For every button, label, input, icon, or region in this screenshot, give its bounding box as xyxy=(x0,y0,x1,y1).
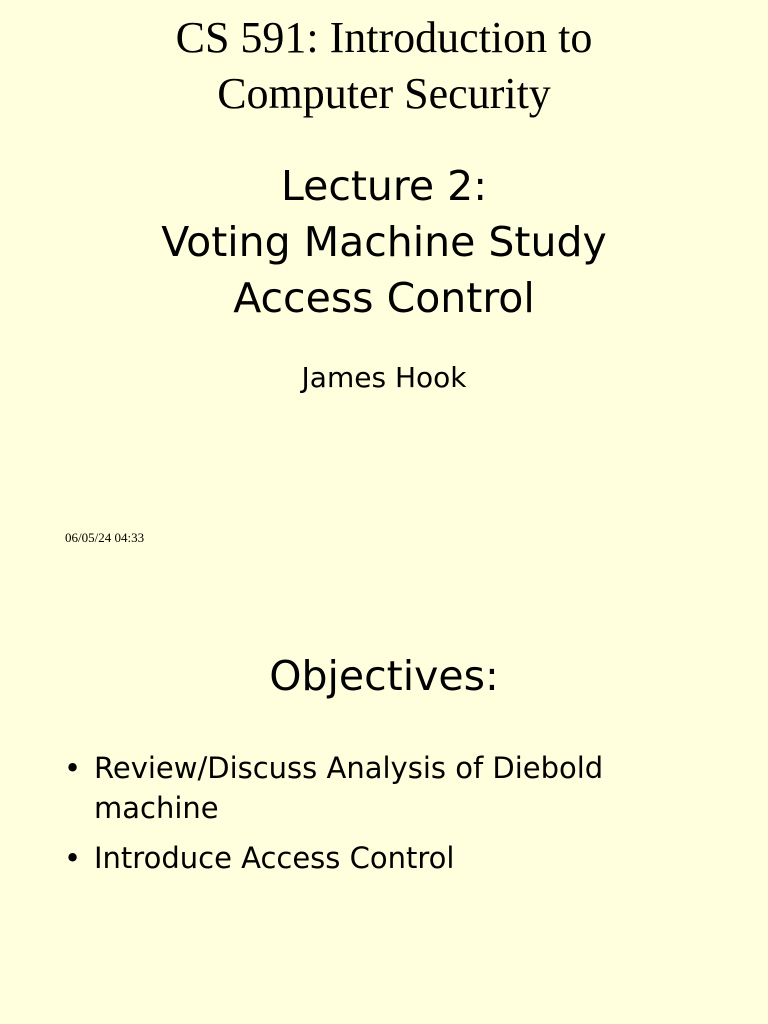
course-title-line-1: CS 591: Introduction to xyxy=(175,13,593,62)
bullet-icon: • xyxy=(64,751,82,785)
objective-text: Introduce Access Control xyxy=(94,841,455,875)
lecture-title-line-1: Lecture 2: xyxy=(280,162,488,210)
author-name: James Hook xyxy=(301,361,467,394)
objective-text: Review/Discuss Analysis of Diebold machine xyxy=(94,751,604,825)
course-title-line-2: Computer Security xyxy=(217,69,551,118)
lecture-title-line-3: Access Control xyxy=(233,274,535,322)
objectives-slide xyxy=(0,620,768,1024)
course-title xyxy=(0,10,768,122)
objectives-heading: Objectives: xyxy=(269,652,499,700)
slide-timestamp: 06/05/24 04:33 xyxy=(65,530,145,545)
bullet-icon: • xyxy=(64,841,82,875)
lecture-title-line-2: Voting Machine Study xyxy=(161,218,607,266)
objectives-list xyxy=(64,748,684,888)
objective-item xyxy=(64,748,684,828)
objective-item xyxy=(64,838,684,878)
lecture-title xyxy=(0,158,768,326)
